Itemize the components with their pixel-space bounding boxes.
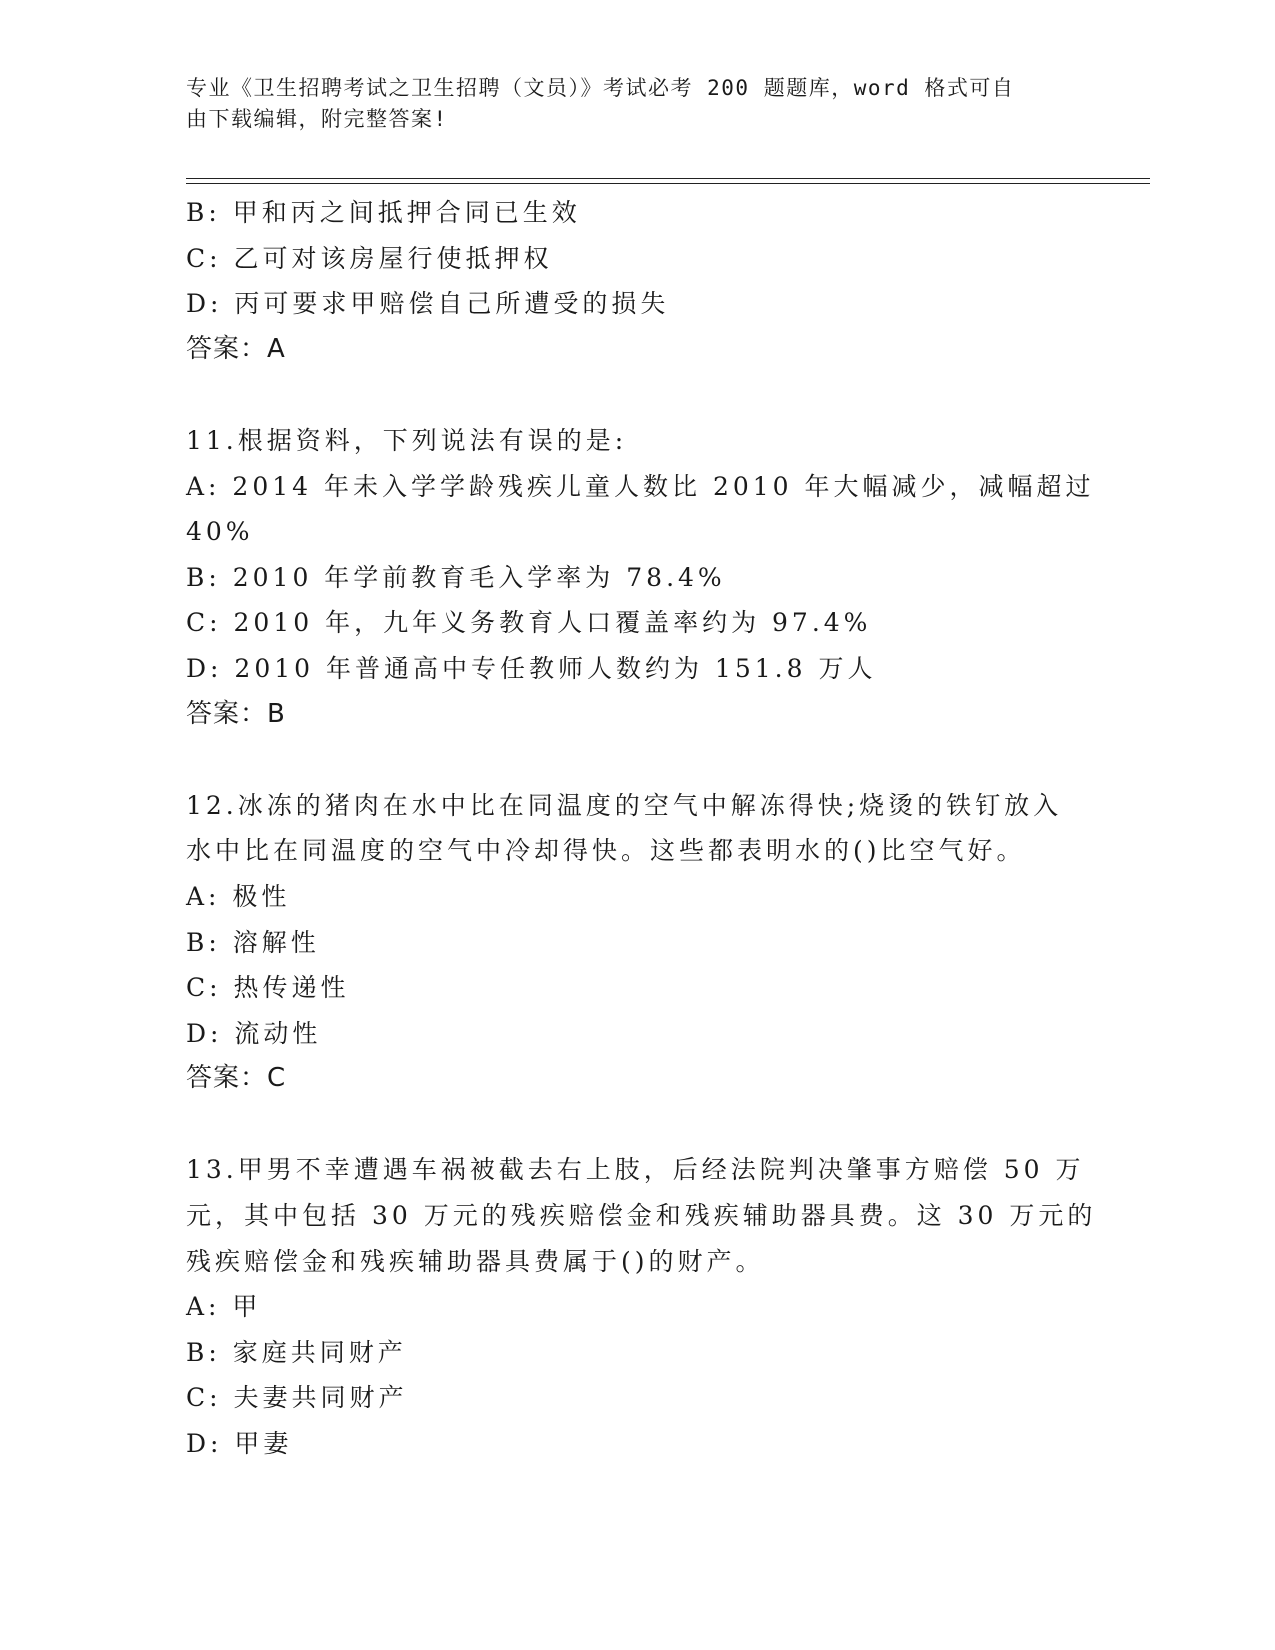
question-stem: 12.冰冻的猪肉在水中比在同温度的空气中解冻得快;烧烫的铁钉放入 — [186, 790, 1063, 820]
header-divider-top — [186, 178, 1150, 179]
question-stem: 13.甲男不幸遭遇车祸被截去右上肢，后经法院判决肇事方赔偿 50 万 — [186, 1155, 1085, 1185]
question-list — [186, 190, 1097, 1467]
option-b: B: 2010 年学前教育毛入学率为 78.4% — [186, 562, 726, 592]
question-10-partial — [186, 190, 1066, 372]
option-a: A: 2014 年未入学学龄残疾儿童人数比 2010 年大幅减少，减幅超过 — [186, 471, 1095, 501]
option-c: C: 夫妻共同财产 — [186, 1383, 408, 1413]
option-d: D: 甲妻 — [186, 1429, 293, 1459]
answer-label: 答案：C — [186, 1063, 287, 1094]
question-11 — [186, 418, 1095, 737]
option-a-continued: 40% — [186, 517, 254, 547]
option-d: D: 流动性 — [186, 1018, 322, 1048]
option-a: A: 极性 — [186, 881, 291, 911]
question-stem-continued: 元，其中包括 30 万元的残疾赔偿金和残疾辅助器具费。这 30 万元的 — [186, 1201, 1097, 1231]
option-a: A: 甲 — [186, 1292, 262, 1322]
option-b: B: 家庭共同财产 — [186, 1337, 407, 1367]
spacer — [186, 1102, 1066, 1148]
spacer — [186, 372, 1066, 418]
question-stem-continued: 残疾赔偿金和残疾辅助器具费属于()的财产。 — [186, 1246, 765, 1276]
option-b: B: 溶解性 — [186, 927, 320, 957]
document-header — [186, 73, 1066, 135]
option-c: C: 2010 年，九年义务教育人口覆盖率约为 97.4% — [186, 608, 872, 638]
question-12 — [186, 783, 1066, 1102]
option-c: C: 热传递性 — [186, 973, 350, 1003]
spacer — [186, 737, 1066, 783]
question-stem: 11.根据资料，下列说法有误的是: — [186, 425, 628, 455]
option-b: B: 甲和丙之间抵押合同已生效 — [186, 198, 581, 227]
header-divider-bottom — [186, 183, 1150, 184]
question-13 — [186, 1147, 1097, 1466]
header-line-1: 专业《卫生招聘考试之卫生招聘（文员）》考试必考 200 题题库，word 格式可自 — [186, 76, 1015, 100]
header-line-2: 由下载编辑，附完整答案! — [186, 107, 448, 131]
question-stem-continued: 水中比在同温度的空气中冷却得快。这些都表明水的()比空气好。 — [186, 836, 1026, 866]
answer-label: 答案：A — [186, 333, 286, 364]
option-c: C: 乙可对该房屋行使抵押权 — [186, 243, 553, 273]
answer-label: 答案：B — [186, 698, 286, 729]
option-d: D: 丙可要求甲赔偿自己所遭受的损失 — [186, 289, 670, 319]
option-d: D: 2010 年普通高中专任教师人数约为 151.8 万人 — [186, 653, 877, 683]
